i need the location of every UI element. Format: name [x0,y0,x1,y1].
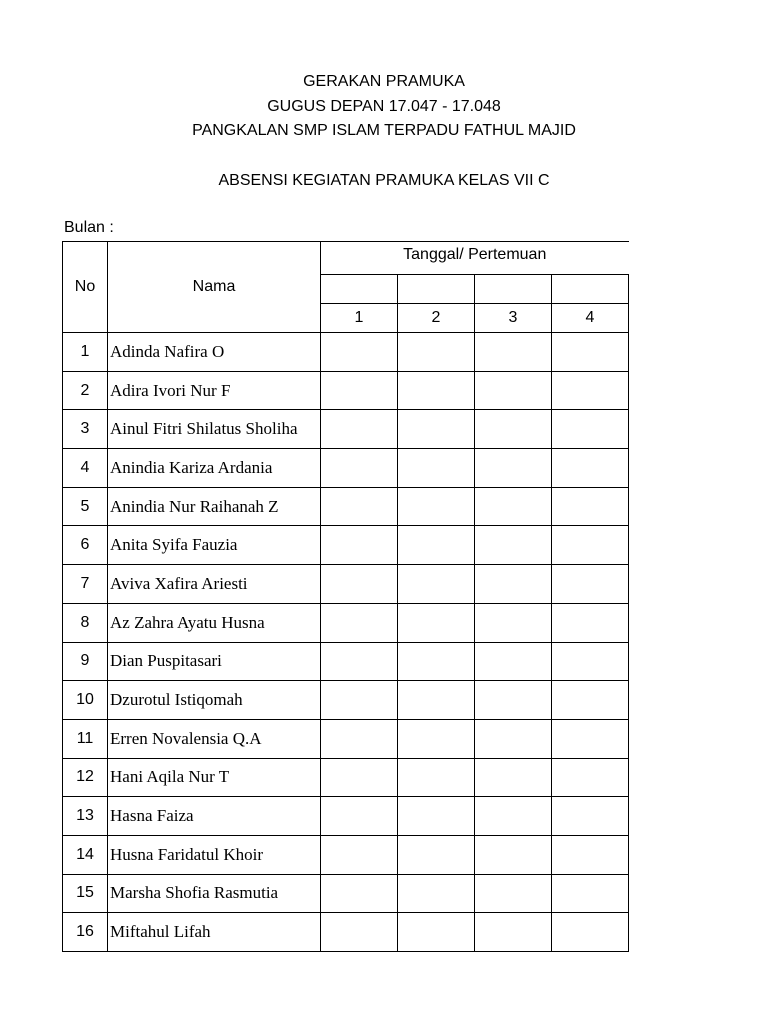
attendance-cell[interactable] [321,526,398,565]
attendance-cell[interactable] [398,410,475,449]
date-cell[interactable] [552,275,629,304]
student-name: Adinda Nafira O [108,333,321,372]
row-number: 1 [63,333,108,372]
attendance-cell[interactable] [321,487,398,526]
attendance-cell[interactable] [398,487,475,526]
attendance-cell[interactable] [475,449,552,488]
table-row [63,913,629,952]
meeting-number: 3 [475,304,552,333]
attendance-cell[interactable] [475,758,552,797]
gugus-depan: GUGUS DEPAN 17.047 - 17.048 [267,98,501,115]
attendance-cell[interactable] [321,835,398,874]
attendance-cell[interactable] [398,758,475,797]
org-name: GERAKAN PRAMUKA [303,73,465,90]
attendance-cell[interactable] [475,797,552,836]
attendance-cell[interactable] [398,565,475,604]
student-name: Ainul Fitri Shilatus Sholiha [108,410,321,449]
attendance-cell[interactable] [552,487,629,526]
attendance-cell[interactable] [552,758,629,797]
attendance-cell[interactable] [475,565,552,604]
student-name: Az Zahra Ayatu Husna [108,603,321,642]
attendance-cell[interactable] [552,603,629,642]
attendance-cell[interactable] [321,603,398,642]
attendance-cell[interactable] [475,642,552,681]
attendance-cell[interactable] [321,333,398,372]
table-row [63,487,629,526]
attendance-table [62,241,629,952]
attendance-cell[interactable] [552,371,629,410]
table-row [63,642,629,681]
attendance-cell[interactable] [552,874,629,913]
attendance-cell[interactable] [398,874,475,913]
table-row [63,797,629,836]
student-name: Marsha Shofia Rasmutia [108,874,321,913]
attendance-cell[interactable] [321,371,398,410]
attendance-cell[interactable] [552,565,629,604]
attendance-cell[interactable] [475,874,552,913]
row-number: 5 [63,487,108,526]
row-number: 9 [63,642,108,681]
row-number: 4 [63,449,108,488]
attendance-cell[interactable] [321,719,398,758]
table-row [63,835,629,874]
date-cell[interactable] [321,275,398,304]
attendance-cell[interactable] [475,913,552,952]
attendance-cell[interactable] [552,835,629,874]
attendance-cell[interactable] [552,797,629,836]
attendance-cell[interactable] [398,719,475,758]
student-name: Dian Puspitasari [108,642,321,681]
attendance-cell[interactable] [321,797,398,836]
attendance-cell[interactable] [475,487,552,526]
column-header-no: No [63,242,108,333]
document-title: ABSENSI KEGIATAN PRAMUKA KELAS VII C [218,172,550,189]
student-name: Anindia Nur Raihanah Z [108,487,321,526]
row-number: 14 [63,835,108,874]
row-number: 11 [63,719,108,758]
attendance-cell[interactable] [552,449,629,488]
attendance-cell[interactable] [398,526,475,565]
row-number: 7 [63,565,108,604]
attendance-cell[interactable] [398,913,475,952]
attendance-cell[interactable] [321,410,398,449]
student-name: Anindia Kariza Ardania [108,449,321,488]
attendance-cell[interactable] [552,410,629,449]
table-row [63,603,629,642]
bulan-label: Bulan : [64,219,114,236]
attendance-cell[interactable] [552,333,629,372]
attendance-cell[interactable] [398,603,475,642]
table-row [63,874,629,913]
table-row [63,333,629,372]
table-row [63,371,629,410]
row-number: 10 [63,681,108,720]
attendance-cell[interactable] [398,449,475,488]
attendance-cell[interactable] [321,681,398,720]
meeting-number: 4 [552,304,629,333]
meeting-number: 2 [398,304,475,333]
attendance-cell[interactable] [552,526,629,565]
attendance-cell[interactable] [321,874,398,913]
row-number: 8 [63,603,108,642]
student-name: Husna Faridatul Khoir [108,835,321,874]
attendance-cell[interactable] [475,410,552,449]
attendance-cell[interactable] [398,681,475,720]
attendance-cell[interactable] [552,913,629,952]
attendance-cell[interactable] [552,681,629,720]
attendance-cell[interactable] [475,719,552,758]
attendance-cell[interactable] [321,565,398,604]
attendance-cell[interactable] [398,371,475,410]
student-name: Hani Aqila Nur T [108,758,321,797]
attendance-cell[interactable] [475,371,552,410]
table-row [63,681,629,720]
row-number: 12 [63,758,108,797]
attendance-cell[interactable] [321,449,398,488]
table-row [63,410,629,449]
student-name: Anita Syifa Fauzia [108,526,321,565]
student-name: Erren Novalensia Q.A [108,719,321,758]
student-name: Aviva Xafira Ariesti [108,565,321,604]
date-cell[interactable] [398,275,475,304]
attendance-cell[interactable] [398,797,475,836]
attendance-cell[interactable] [552,719,629,758]
attendance-cell[interactable] [475,681,552,720]
attendance-cell[interactable] [321,642,398,681]
attendance-cell[interactable] [398,333,475,372]
row-number: 6 [63,526,108,565]
row-number: 15 [63,874,108,913]
table-row [63,758,629,797]
row-number: 3 [63,410,108,449]
student-name: Hasna Faiza [108,797,321,836]
attendance-cell[interactable] [398,835,475,874]
student-name: Dzurotul Istiqomah [108,681,321,720]
attendance-cell[interactable] [475,526,552,565]
table-row [63,526,629,565]
attendance-cell[interactable] [321,913,398,952]
attendance-cell[interactable] [475,835,552,874]
meeting-number: 1 [321,304,398,333]
table-row [63,565,629,604]
table-row [63,449,629,488]
student-name: Adira Ivori Nur F [108,371,321,410]
row-number: 13 [63,797,108,836]
student-name: Miftahul Lifah [108,913,321,952]
attendance-cell[interactable] [475,603,552,642]
row-number: 2 [63,371,108,410]
attendance-cell[interactable] [552,642,629,681]
attendance-cell[interactable] [321,758,398,797]
table-row [63,719,629,758]
column-header-tanggal: Tanggal/ Pertemuan [321,242,629,275]
attendance-cell[interactable] [398,642,475,681]
attendance-cell[interactable] [475,333,552,372]
column-header-nama: Nama [108,242,321,333]
date-cell[interactable] [475,275,552,304]
pangkalan-school: PANGKALAN SMP ISLAM TERPADU FATHUL MAJID [192,122,576,139]
row-number: 16 [63,913,108,952]
